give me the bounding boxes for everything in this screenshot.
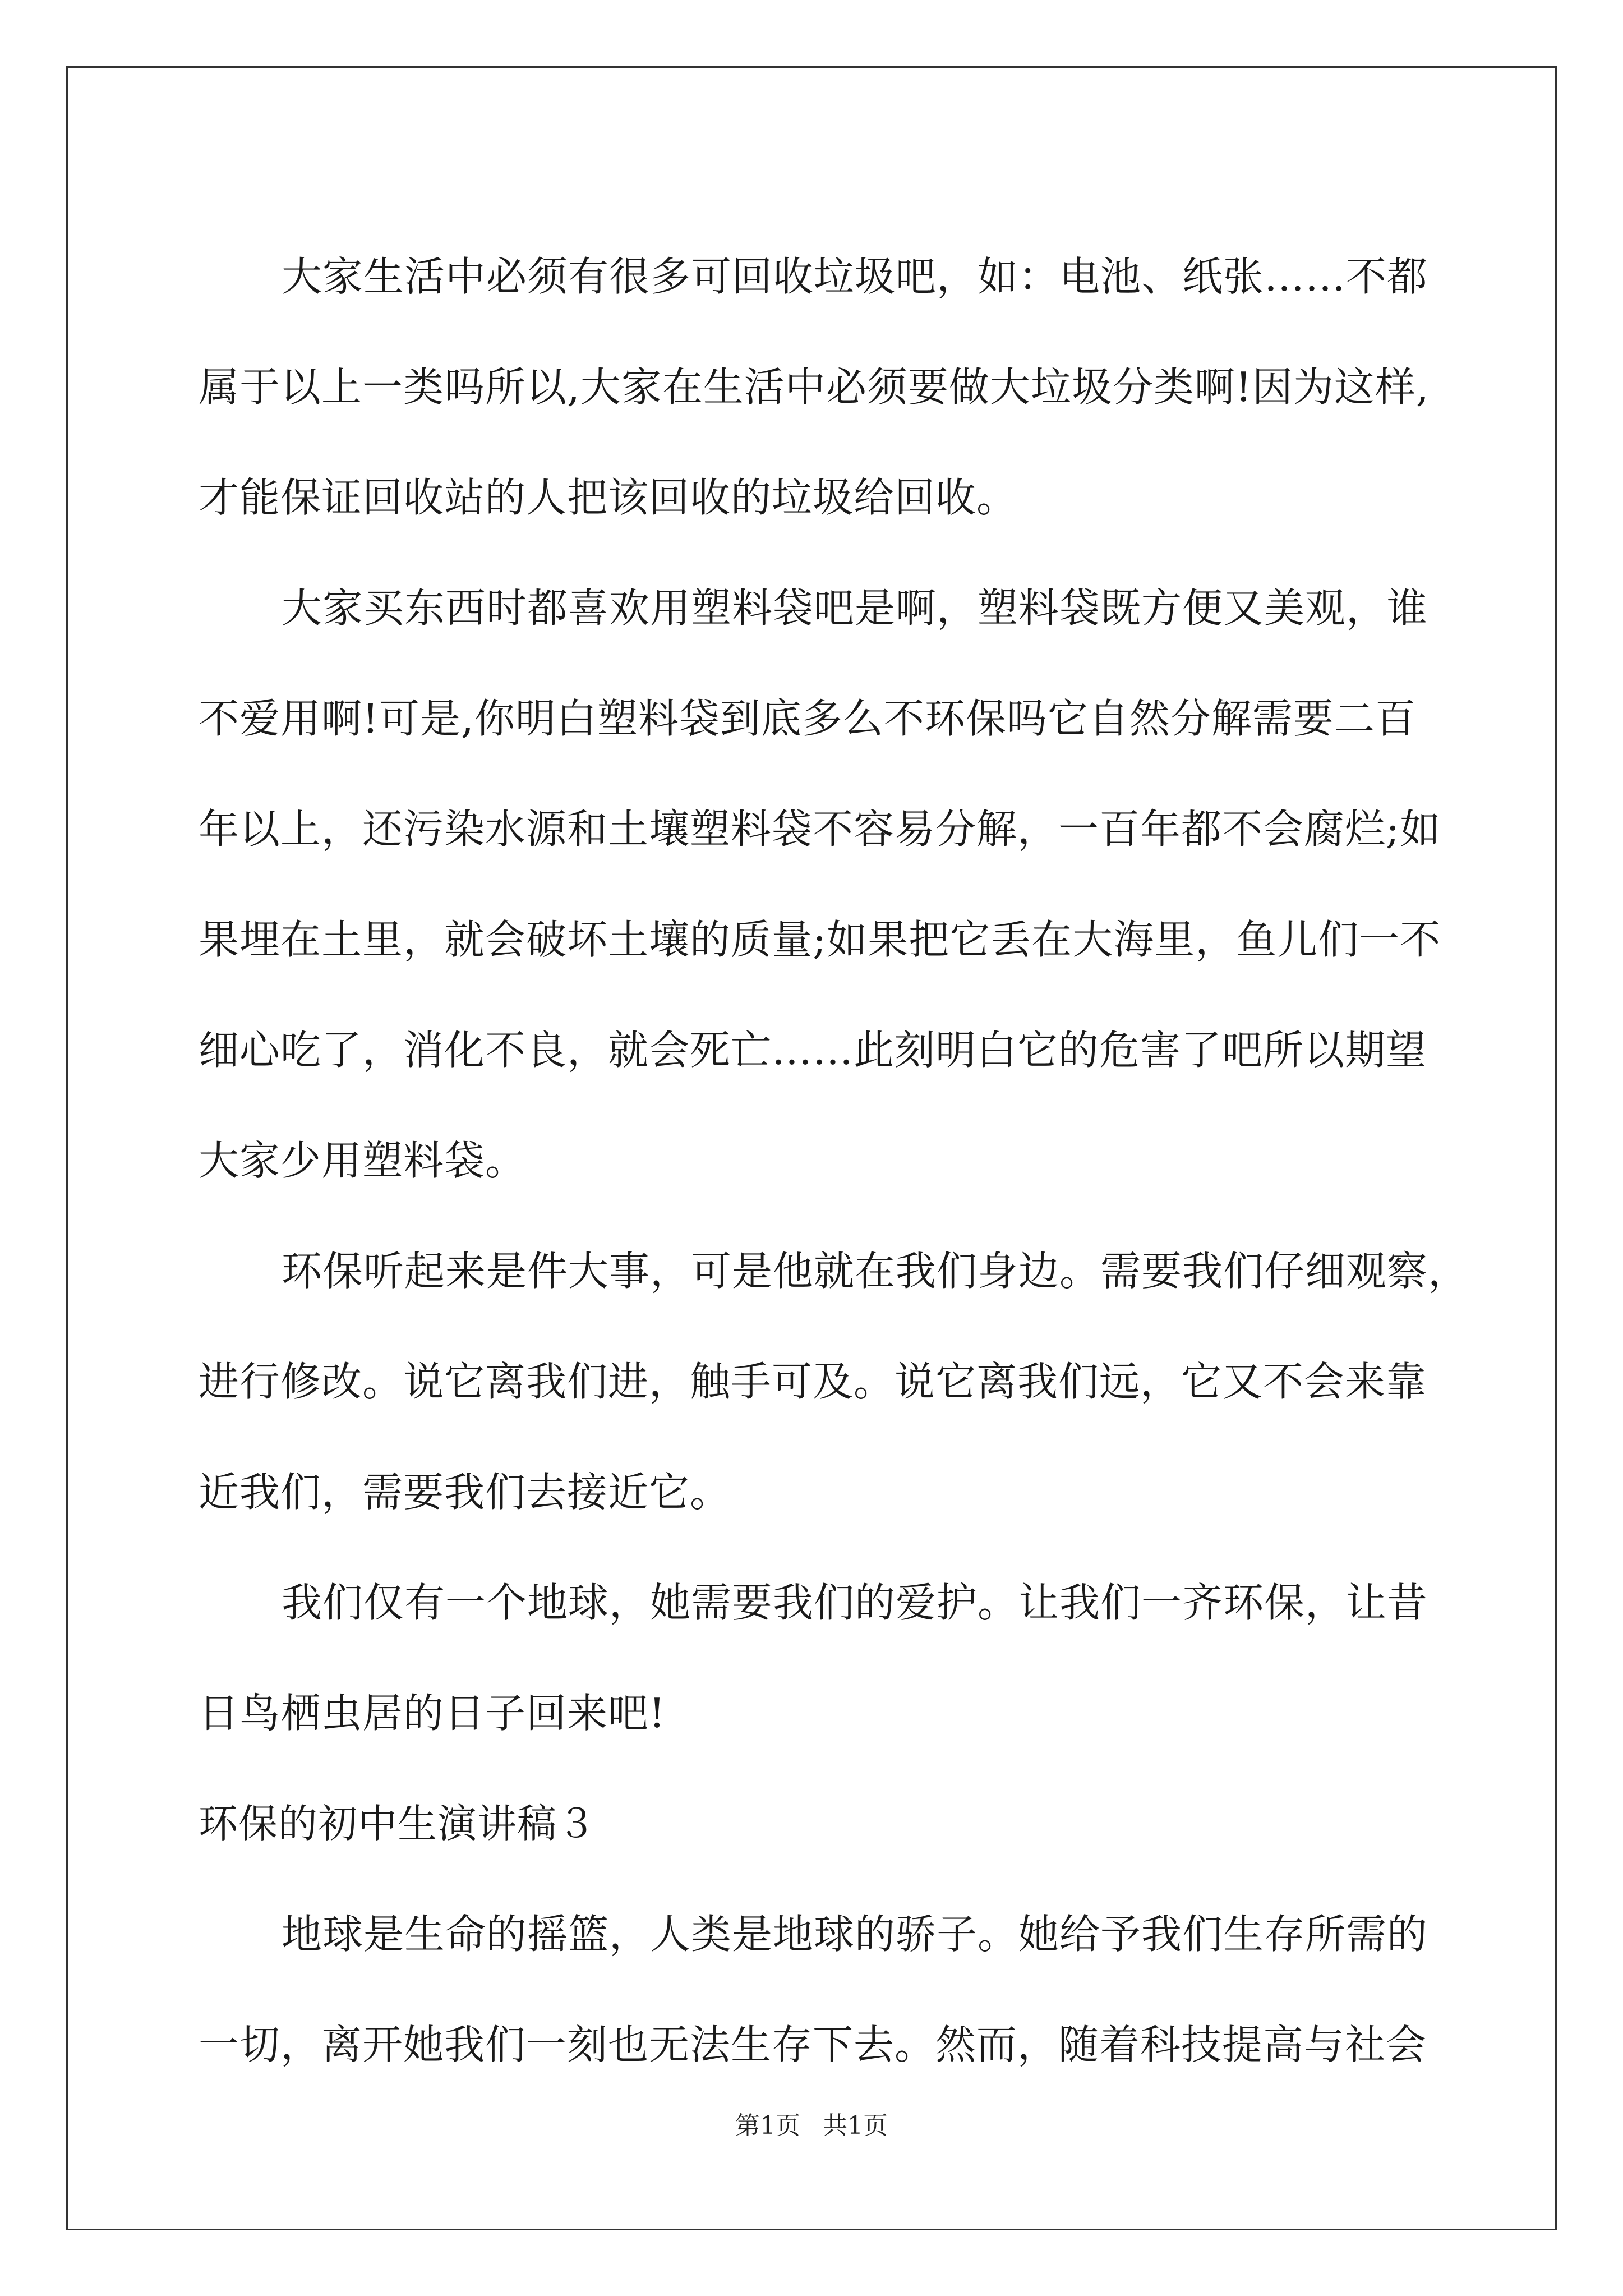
document-body [199, 222, 1469, 2100]
page-footer [0, 2109, 1623, 2143]
page-number: 第1页 [735, 2111, 800, 2140]
text-line: 属于以上一类吗所以,大家在生活中必须要做大垃圾分类啊!因为这样, [199, 364, 1430, 411]
text-line: 大家生活中必须有很多可回收垃圾吧，如：电池、纸张……不都 [282, 253, 1428, 300]
text-line: 进行修改。说它离我们进，触手可及。说它离我们远，它又不会来靠 [199, 1358, 1427, 1405]
section-heading: 环保的初中生演讲稿３ [199, 1801, 597, 1847]
text-line: 一切，离开她我们一刻也无法生存下去。然而，随着科技提高与社会 [199, 2021, 1427, 2068]
text-line: 细心吃了，消化不良，就会死亡……此刻明白它的危害了吧所以期望 [199, 1027, 1427, 1074]
text-line: 环保听起来是件大事，可是他就在我们身边。需要我们仔细观察， [282, 1248, 1469, 1295]
text-line: 我们仅有一个地球，她需要我们的爱护。让我们一齐环保，让昔 [282, 1579, 1428, 1626]
text-line: 大家买东西时都喜欢用塑料袋吧是啊，塑料袋既方便又美观，谁 [282, 585, 1428, 632]
text-line: 果埋在土里，就会破坏土壤的质量;如果把它丢在大海里，鱼儿们一不 [199, 916, 1441, 963]
text-line: 地球是生命的摇篮，人类是地球的骄子。她给予我们生存所需的 [282, 1911, 1428, 1958]
text-line: 近我们，需要我们去接近它。 [199, 1469, 731, 1516]
text-line: 年以上，还污染水源和土壤塑料袋不容易分解，一百年都不会腐烂;如 [199, 806, 1441, 853]
text-line: 日鸟栖虫居的日子回来吧! [199, 1690, 666, 1737]
text-line: 不爱用啊!可是,你明白塑料袋到底多么不环保吗它自然分解需要二百 [199, 695, 1416, 742]
text-line: 大家少用塑料袋。 [199, 1137, 527, 1184]
text-line: 才能保证回收站的人把该回收的垃圾给回收。 [199, 474, 1018, 521]
page-total: 共1页 [823, 2111, 888, 2140]
